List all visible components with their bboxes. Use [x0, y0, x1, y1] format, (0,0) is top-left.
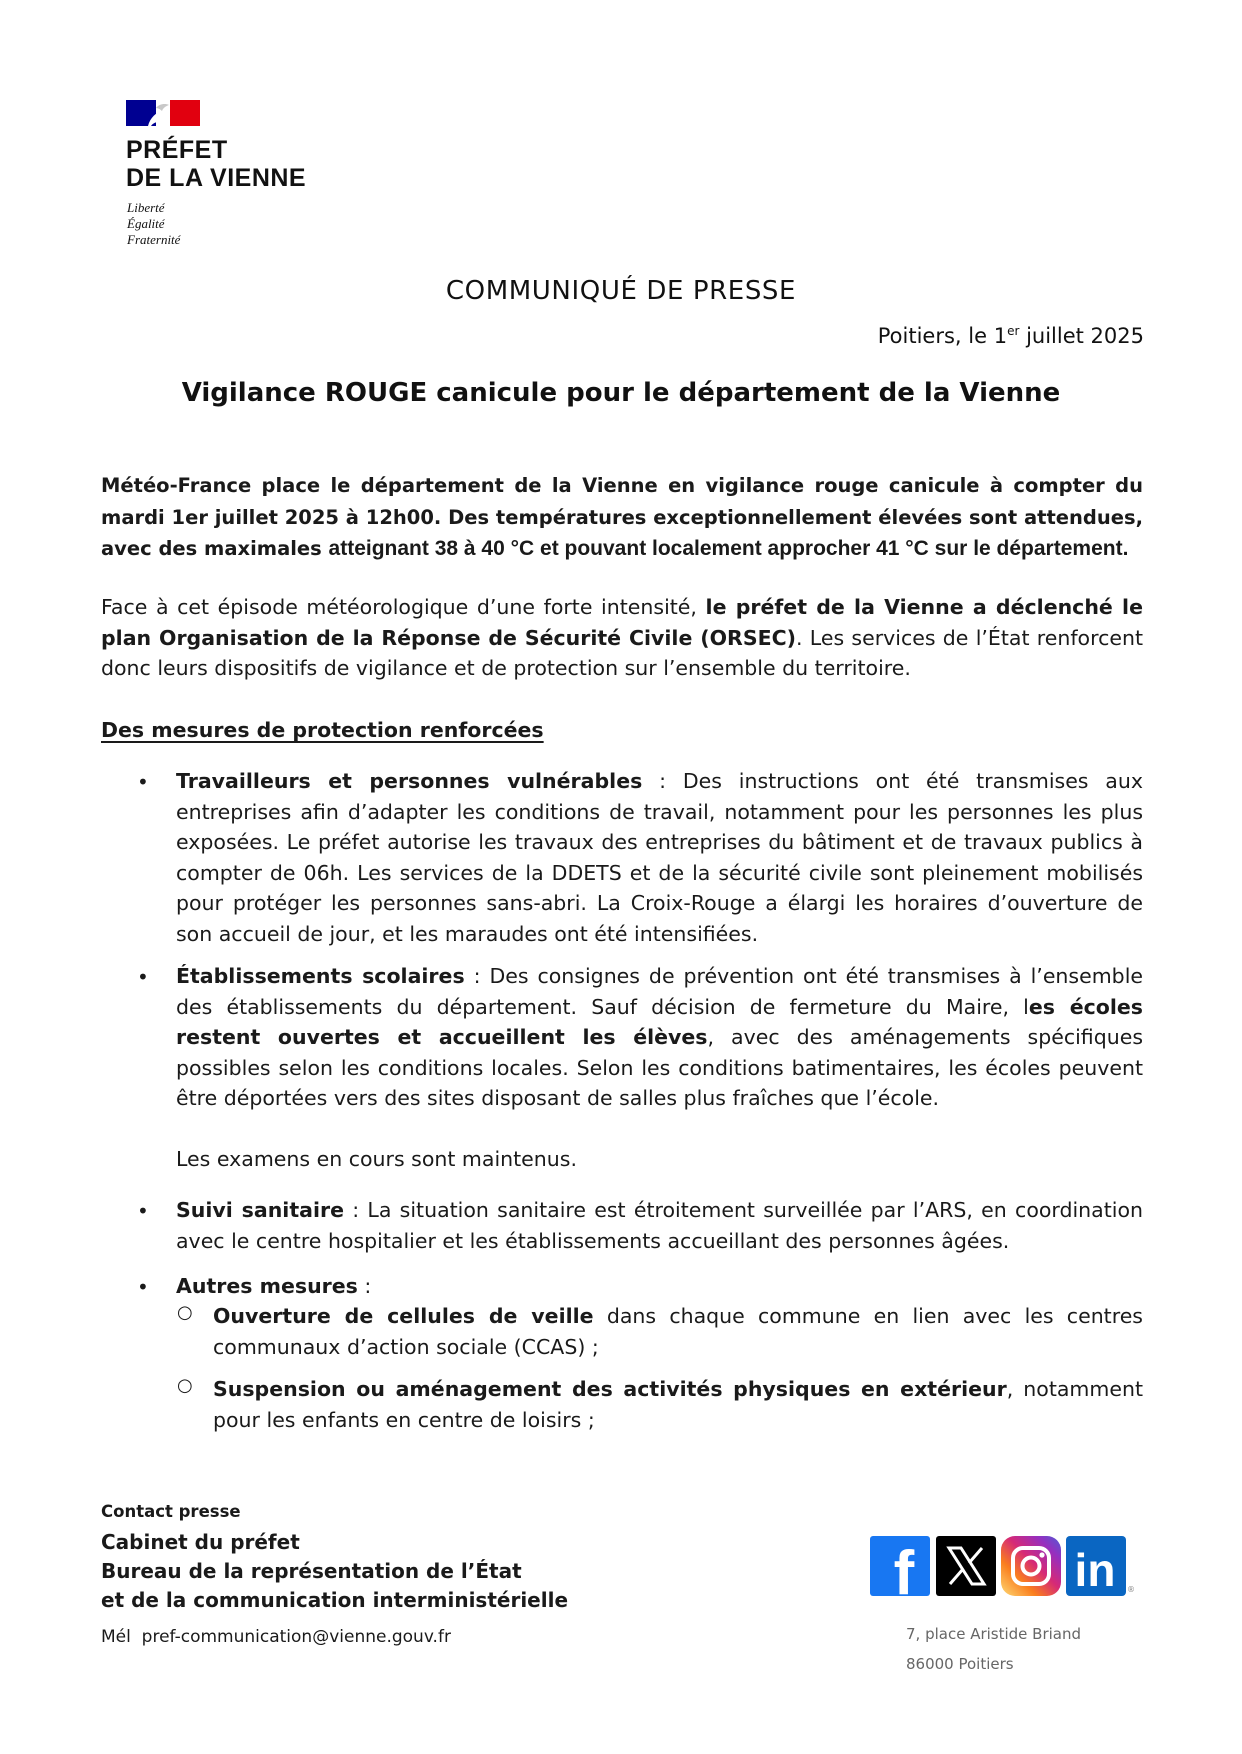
address-line1: 7, place Aristide Briand: [906, 1625, 1082, 1643]
sub-bullet-activities-text: , notamment pour les enfants en centre de loisirs ;: [213, 1377, 1144, 1432]
bullet-other: [176, 1271, 1143, 1302]
bullet-marker: •: [137, 1275, 149, 1299]
bullet-marker: •: [137, 1199, 149, 1223]
logo-title-line1: PRÉFET: [126, 136, 228, 164]
facebook-icon[interactable]: [870, 1536, 930, 1596]
marianne-logo: [126, 100, 200, 126]
email-line: [101, 1627, 451, 1647]
intro-text-end: . Les services de l’État renforcent donc leurs dispositifs de vigilance et de protection sur l’ensemble du territoire.: [101, 625, 1143, 680]
email-link[interactable]: pref-communication@vienne.gouv.fr: [141, 1627, 451, 1647]
motto-fraternite: Fraternité: [127, 232, 181, 247]
contact-line-bureau: Bureau de la représentation de l’État: [101, 1559, 522, 1583]
bullet-other-text: :: [357, 1274, 372, 1298]
bullet-other-label: Autres mesures: [176, 1274, 358, 1298]
sub-bullet-marker: ○: [177, 1302, 193, 1323]
lead-text-temperatures: atteignant 38 à 40 °C et pouvant localement approcher 41 °C sur le département.: [328, 537, 1129, 560]
intro-bold-text: le préfet de la Vienne a déclenché le plan Organisation de la Réponse de Sécurité Civile (ORSEC): [101, 595, 1143, 650]
bullet-schools: [176, 961, 1143, 1114]
contact-label: Contact presse: [101, 1502, 241, 1521]
sub-bullet-cells-text: dans chaque commune en lien avec les centres communaux d’action sociale (CCAS) ;: [213, 1304, 1143, 1359]
logo-title-line2: DE LA VIENNE: [126, 164, 307, 192]
bullet-schools-label: Établissements scolaires: [176, 964, 465, 988]
date-line: [878, 324, 1144, 348]
motto-egalite: Égalité: [127, 216, 165, 231]
bullet-health-text: : La situation sanitaire est étroitement surveillée par l’ARS, en coordination avec le centre hospitalier et les établissements accueillant des personnes âgées.: [176, 1198, 1144, 1253]
contact-line-communication: et de la communication interministérielle: [101, 1588, 569, 1612]
bullet-marker: •: [137, 770, 149, 794]
linkedin-icon[interactable]: [1066, 1536, 1126, 1596]
sub-bullet-marker: ○: [177, 1375, 193, 1396]
sub-bullet-activities-label: Suspension ou aménagement des activités physiques en extérieur: [213, 1377, 1007, 1401]
bullet-workers: [176, 766, 1143, 949]
sub-bullet-cells-label: Ouverture de cellules de veille: [213, 1304, 594, 1328]
contact-line-cabinet: Cabinet du préfet: [101, 1530, 300, 1554]
bullet-schools-bold: es écoles restent ouvertes et accueillent les élèves: [176, 994, 1144, 1049]
instagram-icon[interactable]: [1001, 1536, 1061, 1596]
intro-paragraph: [101, 592, 1143, 684]
page-title: Vigilance ROUGE canicule pour le département de la Vienne: [181, 378, 1061, 408]
lead-text: Météo-France place le département de la Vienne en vigilance rouge canicule à compter du mardi 1er juillet 2025 à 12h00. Des températures exceptionnellement élevées sont attendues, avec des maximales: [101, 474, 1143, 560]
date-prefix: Poitiers, le 1: [877, 324, 1008, 348]
bullet-workers-text: : Des instructions ont été transmises aux entreprises afin d’adapter les conditions de travail, notamment pour les personnes les plus exposées. Le préfet autorise les travaux des entreprises du bâtiment et de travaux publics à compter de 06h. Les services de la DDETS et de la sécurité civile sont pleinement mobilisés pour protéger les personnes sans-abri. La Croix-Rouge a élargi les horaires d’ouverture de son accueil de jour, et les maraudes ont été intensifiées.: [176, 769, 1143, 946]
document-type: COMMUNIQUÉ DE PRESSE: [445, 276, 797, 306]
date-superscript: er: [1007, 324, 1020, 338]
registered-mark: ®: [1127, 1585, 1135, 1594]
address-line2: 86000 Poitiers: [906, 1655, 1014, 1673]
email-label: Mél: [101, 1627, 131, 1647]
bullet-health: [176, 1195, 1143, 1256]
bullet-marker: •: [137, 965, 149, 989]
bullet-schools-exams: Les examens en cours sont maintenus.: [176, 1147, 577, 1171]
bullet-schools-text: : Des consignes de prévention ont été transmises à l’ensemble des établissements du département. Sauf décision de fermeture du Maire, l: [176, 964, 1144, 1019]
bullet-health-label: Suivi sanitaire: [176, 1198, 344, 1222]
bullet-schools-text-end: , avec des aménagements spécifiques possibles selon les conditions locales. Selon les conditions batimentaires, les écoles peuvent être déportées vers des sites disposant de salles plus fraîches que l’école.: [176, 1025, 1143, 1110]
sub-bullet-activities: [213, 1374, 1143, 1435]
section-heading: Des mesures de protection renforcées: [101, 718, 544, 742]
date-suffix: juillet 2025: [1019, 324, 1144, 348]
sub-bullet-cells: [213, 1301, 1143, 1362]
motto-liberte: Liberté: [127, 200, 165, 215]
intro-text: Face à cet épisode météorologique d’une forte intensité,: [101, 595, 706, 619]
bullet-workers-label: Travailleurs et personnes vulnérables: [176, 769, 643, 793]
x-twitter-icon[interactable]: [936, 1536, 996, 1596]
linkedin-glyph: in: [1074, 1544, 1116, 1596]
facebook-glyph: f: [893, 1539, 915, 1596]
lead-paragraph: [101, 470, 1143, 565]
